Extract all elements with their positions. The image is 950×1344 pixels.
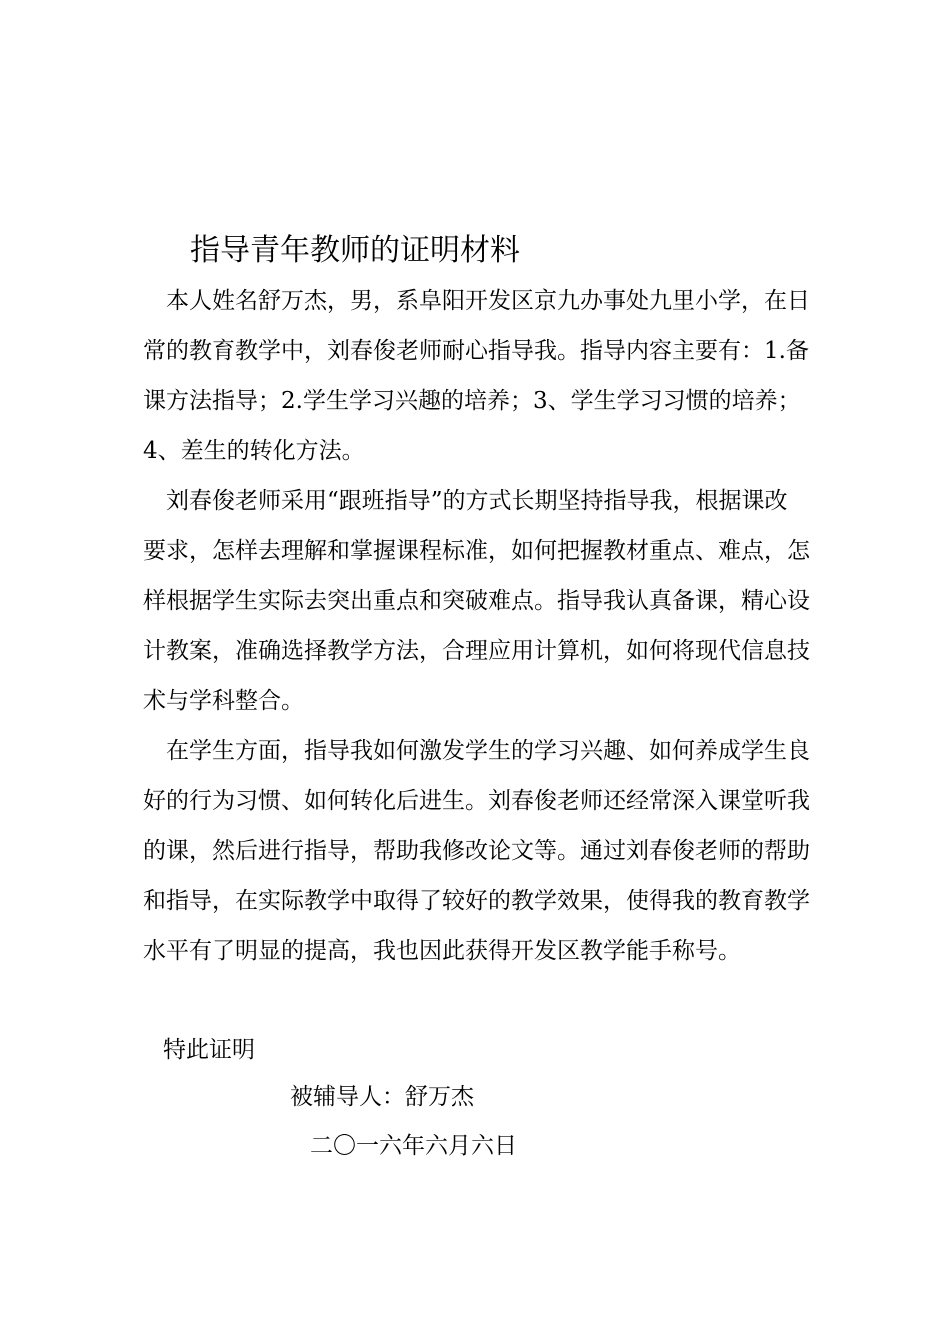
paragraph-1: [143, 276, 808, 476]
paragraph-line: 水平有了明显的提高，我也因此获得开发区教学能手称号。: [143, 938, 741, 964]
paragraph-line: 在学生方面，指导我如何激发学生的学习兴趣、如何养成学生良: [166, 738, 810, 764]
paragraph-line: 计教案，准确选择教学方法，合理应用计算机，如何将现代信息技: [143, 638, 810, 664]
signer-line: 被辅导人：舒万杰: [290, 1084, 474, 1110]
paragraph-line: 刘春俊老师采用“跟班指导”的方式长期坚持指导我，根据课改: [166, 488, 788, 514]
paragraph-3: [143, 726, 808, 976]
date-line: 二〇一六年六月六日: [310, 1133, 517, 1159]
paragraph-line: 样根据学生实际去突出重点和突破难点。指导我认真备课，精心设: [143, 588, 810, 614]
document-title: 指导青年教师的证明材料: [190, 233, 520, 268]
closing-statement: 特此证明: [163, 1037, 255, 1063]
paragraph-line: 要求，怎样去理解和掌握课程标准，如何把握教材重点、难点，怎: [143, 538, 810, 564]
paragraph-line: 本人姓名舒万杰，男，系阜阳开发区京九办事处九里小学，在日: [166, 288, 810, 314]
paragraph-line: 4、差生的转化方法。: [143, 438, 365, 464]
paragraph-line: 好的行为习惯、如何转化后进生。刘春俊老师还经常深入课堂听我: [143, 788, 810, 814]
paragraph-line: 常的教育教学中，刘春俊老师耐心指导我。指导内容主要有：1.备: [143, 338, 809, 364]
paragraph-line: 课方法指导；2.学生学习兴趣的培养；3、学生学习习惯的培养；: [143, 388, 801, 414]
paragraph-line: 的课，然后进行指导，帮助我修改论文等。通过刘春俊老师的帮助: [143, 838, 810, 864]
paragraph-2: [143, 476, 808, 726]
paragraph-line: 和指导，在实际教学中取得了较好的教学效果，使得我的教育教学: [143, 888, 810, 914]
paragraph-line: 术与学科整合。: [143, 688, 304, 714]
